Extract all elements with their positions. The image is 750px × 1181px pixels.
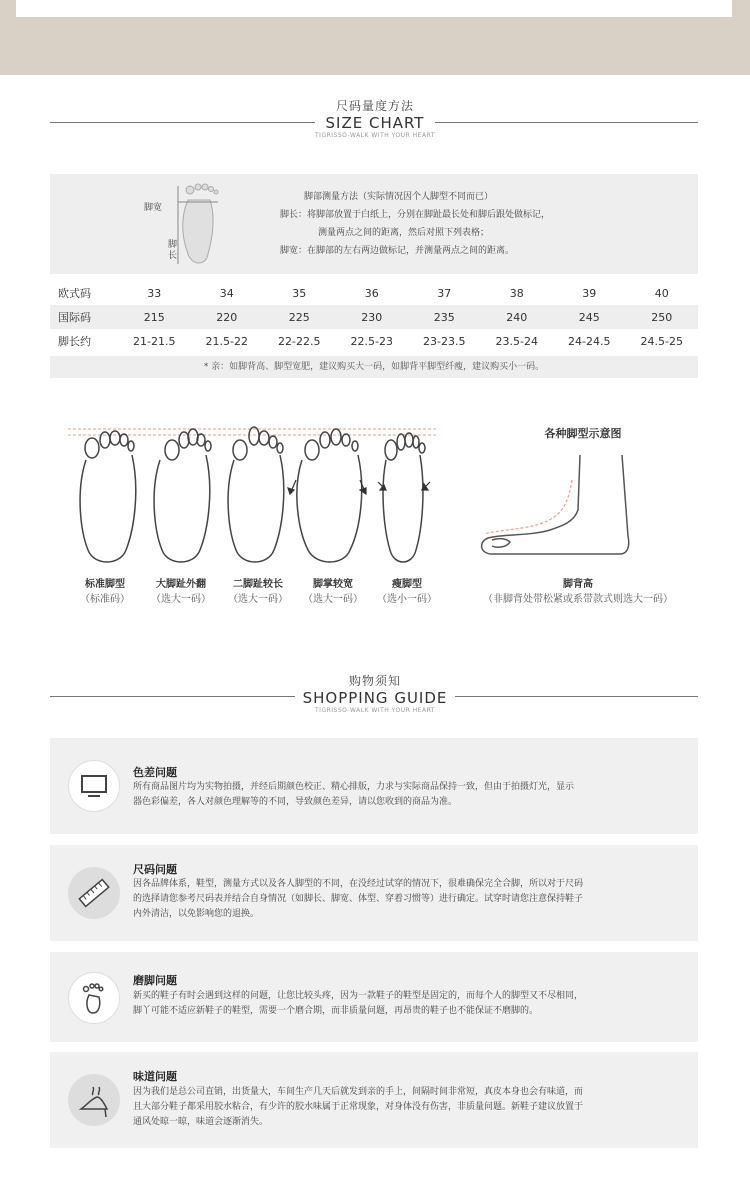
high-heel-icon (68, 1074, 120, 1126)
size-table (50, 281, 698, 353)
table-cell: 36 (364, 286, 379, 300)
table-cell: 24.5-25 (640, 334, 683, 348)
guide-line: 通风处晾一晾，味道会逐渐消失。 (133, 1117, 269, 1127)
size-chart-subtitle: TIGRISSO-WALK WITH YOUR HEART (315, 132, 435, 139)
foot-type-name: 二脚趾较长 (233, 579, 283, 590)
size-advice-note: * 亲：如脚背高、脚型宽肥，建议购买大一码，如脚背平脚型纤瘦，建议购买小一码。 (50, 356, 698, 378)
guide-line: 器色彩偏差，各人对颜色理解等的不同，导致颜色差异，请以您收到的商品为准。 (133, 797, 458, 807)
guide-item-chafing (50, 952, 698, 1042)
row-label: 国际码 (50, 305, 118, 329)
foot-type-advice: （选大一码） (303, 594, 363, 605)
foot-length-label: 脚长 (168, 240, 178, 261)
row-label: 欧式码 (58, 287, 91, 300)
top-banner (0, 0, 750, 75)
shopping-guide-title-en: SHOPPING GUIDE (302, 689, 448, 707)
measure-instructions-box (50, 174, 698, 274)
shopping-guide-subtitle: TIGRISSO-WALK WITH YOUR HEART (315, 707, 435, 714)
guide-line: 脚丫可能不适应新鞋子的鞋型，需要一个磨合期，而非质量问题，再昂贵的鞋子也不能保证不磨脚的。 (133, 1006, 539, 1016)
top-banner-inner (16, 0, 732, 17)
foot-type-name: 大脚趾外翻 (156, 579, 206, 590)
foot-type-slim (362, 577, 452, 607)
table-cell: 240 (481, 305, 554, 329)
foot-diagram-title: 各种脚型示意图 (544, 427, 622, 440)
table-cell: 250 (626, 305, 699, 329)
guide-text (133, 989, 688, 1019)
method-line: 脚宽：在脚部的左右两边做标记，并测量两点之间的距离。 (280, 246, 515, 256)
guide-text (133, 780, 688, 810)
method-line: 脚部测量方法（实际情况因个人脚型不同而已） (304, 192, 494, 202)
table-cell: 22-22.5 (278, 334, 321, 348)
table-cell: 39 (582, 286, 597, 300)
foot-width-label: 脚宽 (144, 203, 163, 213)
foot-type-advice: （非脚背处带松紧或系带款式则选大一码） (483, 594, 673, 605)
table-row (50, 329, 698, 353)
foot-type-name: 脚背高 (563, 579, 593, 590)
guide-line: 因各品牌体系，鞋型，测量方式以及各人脚型的不同，在没经过试穿的情况下，很难确保完全合脚，所以对于尺码 (133, 879, 584, 889)
method-line: 测量两点之间的距离，然后对照下列表格； (318, 228, 490, 238)
foot-type-name: 标准脚型 (85, 579, 125, 590)
monitor-icon (68, 760, 120, 812)
foot-type-name: 瘦脚型 (392, 579, 422, 590)
table-cell: 33 (147, 286, 162, 300)
guide-line: 的选择请您参考尺码表并结合自身情况（如脚长、脚宽、体型、穿着习惯等）进行确定。试穿时请您注意保持鞋子 (133, 894, 584, 904)
guide-line: 因为我们是总公司直销，出货量大，车间生产几天后就发到亲的手上，间隔时间非常短，真皮本身也会有味道，而 (133, 1087, 584, 1097)
table-cell: 38 (509, 286, 524, 300)
table-cell: 22.5-23 (350, 334, 393, 348)
table-cell: 21-21.5 (133, 334, 176, 348)
foot-type-advice: （选大一码） (228, 594, 288, 605)
guide-line: 新买的鞋子有时会遇到这样的问题，让您比较头疼，因为一款鞋子的鞋型是固定的，而每个人的脚型又不尽相同， (133, 991, 584, 1001)
shopping-guide-rule-left (50, 696, 295, 697)
table-cell: 220 (191, 305, 264, 329)
table-cell: 34 (219, 286, 234, 300)
table-cell: 245 (553, 305, 626, 329)
table-row (50, 281, 698, 305)
guide-text (133, 1085, 688, 1130)
foot-type-advice: （选大一码） (151, 594, 211, 605)
foot-types-illustration (68, 420, 438, 570)
foot-type-advice: （选小一码） (377, 594, 437, 605)
size-chart-rule-right (435, 122, 698, 123)
table-row (50, 305, 698, 329)
guide-title: 色差问题 (133, 766, 177, 779)
table-cell: 215 (118, 305, 191, 329)
table-cell: 35 (292, 286, 307, 300)
foot-type-advice: （标准码） (80, 594, 130, 605)
ruler-icon (68, 867, 120, 919)
guide-item-size (50, 845, 698, 941)
size-chart-title-en: SIZE CHART (325, 114, 425, 132)
shopping-guide-header (0, 672, 750, 714)
guide-item-color (50, 738, 698, 834)
guide-title: 尺码问题 (133, 863, 177, 876)
guide-item-smell (50, 1052, 698, 1148)
footprint-icon (68, 972, 120, 1024)
guide-line: 内外清洁，以免影响您的退换。 (133, 909, 260, 919)
table-cell: 23-23.5 (423, 334, 466, 348)
foot-type-high-instep (458, 577, 698, 607)
foot-type-name: 脚掌较宽 (313, 579, 353, 590)
shopping-guide-title-zh: 购物须知 (348, 674, 401, 688)
table-cell: 37 (437, 286, 452, 300)
measure-method-text (280, 188, 680, 260)
guide-line: 所有商品图片均为实物拍摄，并经后期颜色校正、精心排版，力求与实际商品保持一致，但由于拍摄灯光，显示 (133, 782, 575, 792)
foot-outline-icon (170, 178, 230, 270)
table-cell: 235 (408, 305, 481, 329)
guide-title: 味道问题 (133, 1070, 177, 1083)
table-cell: 23.5-24 (495, 334, 538, 348)
table-cell: 21.5-22 (205, 334, 248, 348)
shopping-guide-rule-right (455, 696, 698, 697)
size-chart-header (0, 97, 750, 139)
table-cell: 230 (336, 305, 409, 329)
guide-title: 磨脚问题 (133, 974, 177, 987)
table-cell: 225 (263, 305, 336, 329)
size-chart-title-zh: 尺码量度方法 (335, 99, 414, 113)
size-chart-rule-left (50, 122, 315, 123)
guide-text (133, 877, 688, 922)
method-line: 脚长：将脚部放置于白纸上，分别在脚趾最长处和脚后跟处做标记， (280, 210, 551, 220)
row-label: 脚长约 (58, 335, 91, 348)
table-cell: 40 (654, 286, 669, 300)
guide-line: 且大部分鞋子都采用胶水粘合，有少许的胶水味属于正常现象，对身体没有伤害，非质量问题。新鞋子建议放置于 (133, 1102, 584, 1112)
high-instep-illustration (470, 450, 640, 565)
table-cell: 24-24.5 (568, 334, 611, 348)
